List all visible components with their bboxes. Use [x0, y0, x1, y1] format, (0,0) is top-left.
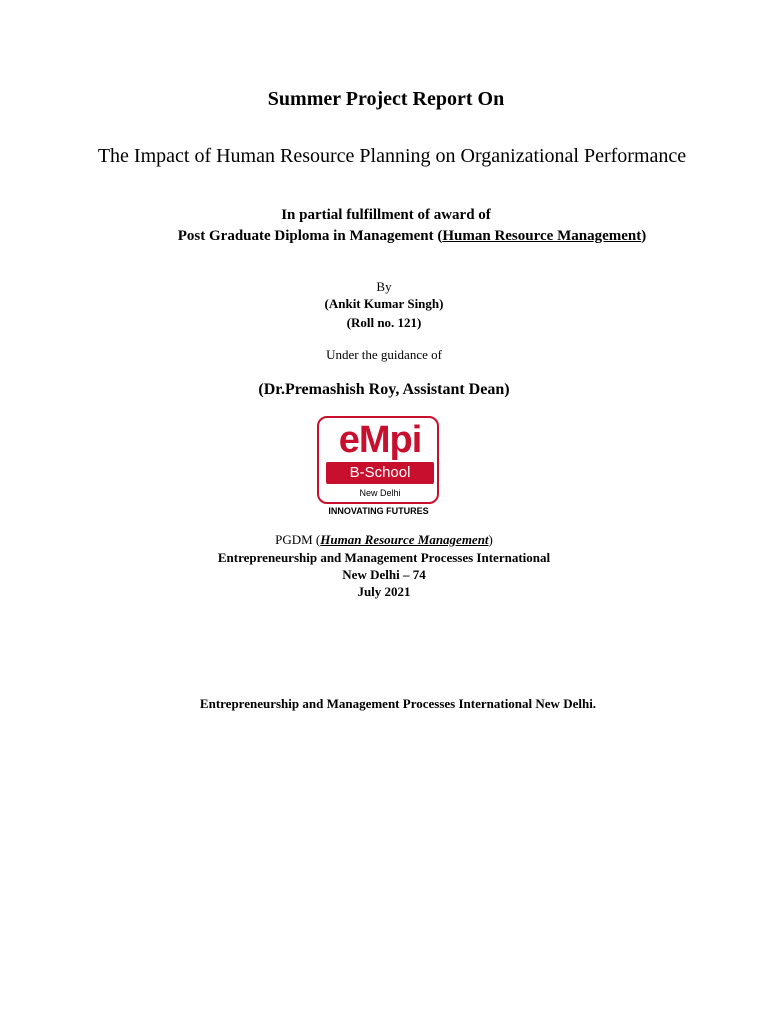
- by-label: By: [376, 279, 392, 294]
- logo-city: New Delhi: [359, 488, 401, 498]
- diploma-suffix: ): [641, 228, 647, 244]
- report-title: The Impact of Human Resource Planning on Organizational Performance: [97, 145, 687, 167]
- diploma-line: [28, 228, 768, 245]
- diploma-prefix: Post Graduate Diploma in Management (: [177, 228, 443, 244]
- fulfillment-line: In partial fulfillment of award of: [281, 207, 491, 223]
- empi-logo: [316, 415, 441, 519]
- author-name: (Ankit Kumar Singh): [324, 296, 444, 311]
- guidance-label: Under the guidance of: [326, 347, 442, 362]
- program-suffix: ): [488, 532, 493, 547]
- report-date: July 2021: [357, 584, 411, 599]
- logo-tagline: INNOVATING FUTURES: [328, 506, 429, 516]
- footer-institute: Entrepreneurship and Management Processes International New Delhi.: [199, 696, 597, 711]
- program-line: [0, 532, 768, 548]
- logo-frame: [317, 416, 439, 504]
- logo-brand: eMpi: [338, 419, 422, 461]
- diploma-specialization: Human Resource Management: [442, 228, 642, 244]
- roll-number: (Roll no. 121): [346, 315, 422, 330]
- logo-school: B-School: [326, 462, 434, 484]
- report-heading: Summer Project Report On: [267, 88, 505, 110]
- institute-city: New Delhi – 74: [342, 567, 426, 582]
- guide-name: (Dr.Premashish Roy, Assistant Dean): [258, 381, 510, 398]
- institute-name: Entrepreneurship and Management Processes International: [217, 550, 551, 565]
- program-prefix: PGDM (: [275, 532, 321, 547]
- program-specialization: Human Resource Management: [320, 532, 489, 547]
